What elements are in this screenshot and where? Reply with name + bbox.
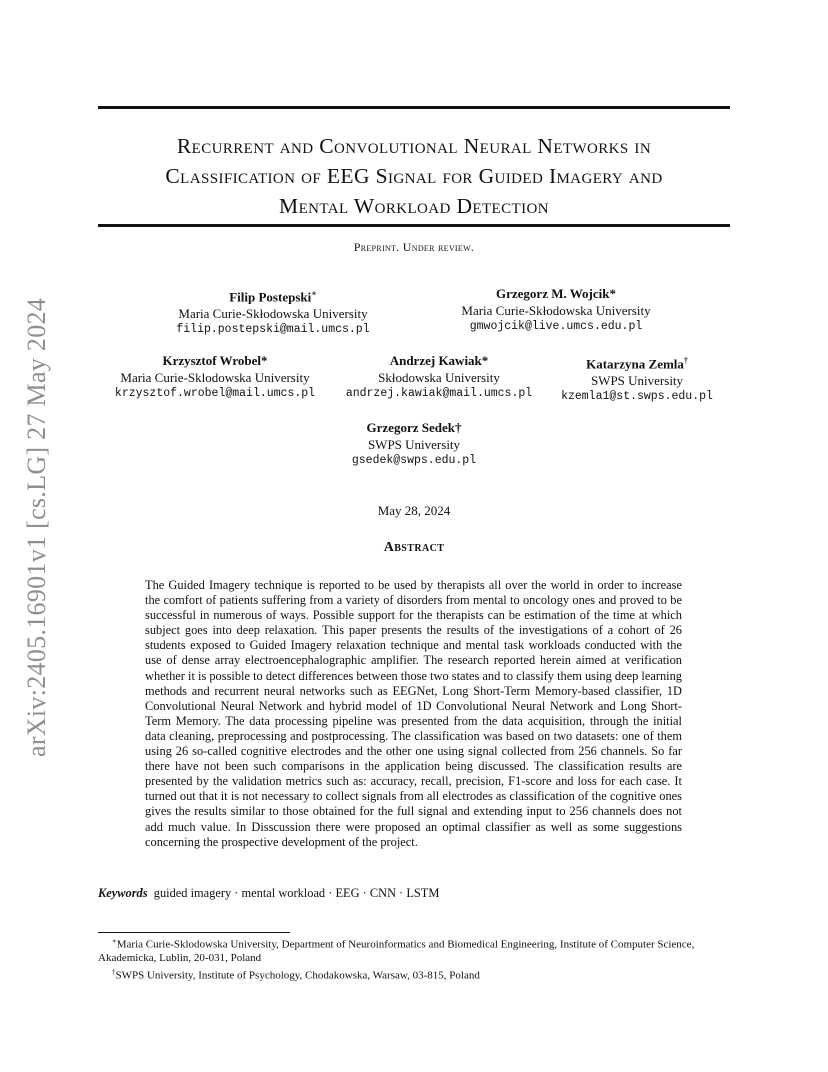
author-name: Katarzyna Zemla: [586, 356, 684, 372]
author-block: [314, 420, 514, 470]
author-email[interactable]: andrzej.kawiak@mail.umcs.pl: [345, 387, 533, 400]
author-affiliation: Maria Curie-Skłodowska University: [461, 302, 651, 318]
footnote-text: Maria Curie-Sklodowska University, Department of Neuroinformatics and Biomedical Engineering, Institute of Computer Science, Akademicka, Lublin, 20-031, Poland: [98, 938, 695, 965]
abstract-heading: Abstract: [383, 540, 445, 555]
author-block: [165, 286, 381, 339]
author-email[interactable]: filip.postepski@mail.umcs.pl: [176, 323, 370, 337]
author-name: Grzegorz M. Wojcik*: [496, 286, 616, 301]
title-top-rule: [98, 106, 730, 109]
author-block: [552, 353, 722, 406]
footnote-mark: †: [112, 968, 116, 977]
footnote: [98, 966, 732, 983]
author-name: Grzegorz Sedek†: [366, 420, 462, 435]
footnote-mark: ∗: [112, 937, 117, 945]
author-block: [334, 353, 544, 403]
author-affiliation: Maria Curie-Sklodowska University: [120, 369, 310, 385]
author-mark: ∗: [311, 289, 317, 298]
author-block: [446, 286, 666, 336]
footnote: [98, 935, 732, 966]
preprint-note: Preprint. Under review.: [353, 240, 475, 254]
keywords-label: Keywords: [98, 886, 148, 900]
keywords-line: [98, 886, 439, 901]
footnotes: [98, 935, 732, 983]
author-name: Filip Postepski: [229, 289, 312, 305]
author-affiliation: SWPS University: [590, 372, 684, 388]
publication-date: May 28, 2024: [377, 503, 451, 518]
arxiv-identifier: arXiv:2405.16901v1 [cs.LG] 27 May 2024: [22, 297, 51, 757]
author-affiliation: Skłodowska University: [378, 369, 500, 385]
author-name: Andrzej Kawiak*: [389, 353, 489, 368]
author-name: Krzysztof Wrobel*: [162, 353, 268, 368]
title-line-1: Recurrent and Convolutional Neural Networks in: [176, 134, 652, 158]
author-affiliation: SWPS University: [367, 436, 461, 452]
footnote-text: SWPS University, Institute of Psychology, Chodakowska, Warsaw, 03-815, Poland: [115, 969, 480, 982]
author-email[interactable]: gsedek@swps.edu.pl: [351, 454, 477, 467]
author-email[interactable]: gmwojcik@live.umcs.edu.pl: [469, 320, 643, 333]
title-line-2: Classification of EEG Signal for Guided Imagery and: [165, 164, 663, 188]
paper-title: [98, 131, 730, 221]
abstract-text: The Guided Imagery technique is reported to be used by therapists all over the world in order to increase the comfort of patients suffering from a variety of disorders from mental to oncology ones and proved to be successful in numerous of ways. Possible support for the therapists can be estimation of the time at which subject goes into deep relaxation. This paper presents the results of the investigations of a cohort of 26 students exposed to Guided Imagery relaxation technique and mental task workloads conducted with the use of dense array electroencephalographic amplifier. The research reported herein aimed at verification whether it is possible to detect differences between those two states and to classify them using deep learning methods and recurrent neural networks such as EEGNet, Long Short-Term Memory-based classifier, 1D Convolutional Neural Network and hybrid model of 1D Convolutional Neural Network and Long Short-Term Memory. The data processing pipeline was presented from the data acquisition, through the initial data cleaning, preprocessing and postprocessing. The classification was based on two datasets: one of them using 26 so-called cognitive electrodes and the other one using signal collected from 256 channels. So far there have not been such comparisons in the application being discussed. The classification results are presented by the validation metrics such as: accuracy, recall, precision, F1-score and loss for each case. It turned out that it is not necessary to collect signals from all electrodes as classification of the cognitive ones gives the results similar to those obtained for the full signal and extending input to 256 channels does not add much value. In Disscussion there were proposed an optimal classifier as well as some suggestions concerning the prospective development of the project.: [145, 578, 682, 849]
author-email[interactable]: krzysztof.wrobel@mail.umcs.pl: [114, 387, 316, 400]
author-mark: †: [683, 356, 688, 365]
author-block: [105, 353, 325, 403]
keywords-list: guided imagery · mental workload · EEG · CNN · LSTM: [153, 886, 440, 900]
footnote-rule: [98, 932, 290, 933]
author-affiliation: Maria Curie-Skłodowska University: [178, 305, 368, 321]
author-email[interactable]: kzemla1@st.swps.edu.pl: [561, 390, 713, 404]
title-bottom-rule: [98, 224, 730, 227]
title-line-3: Mental Workload Detection: [279, 194, 549, 218]
